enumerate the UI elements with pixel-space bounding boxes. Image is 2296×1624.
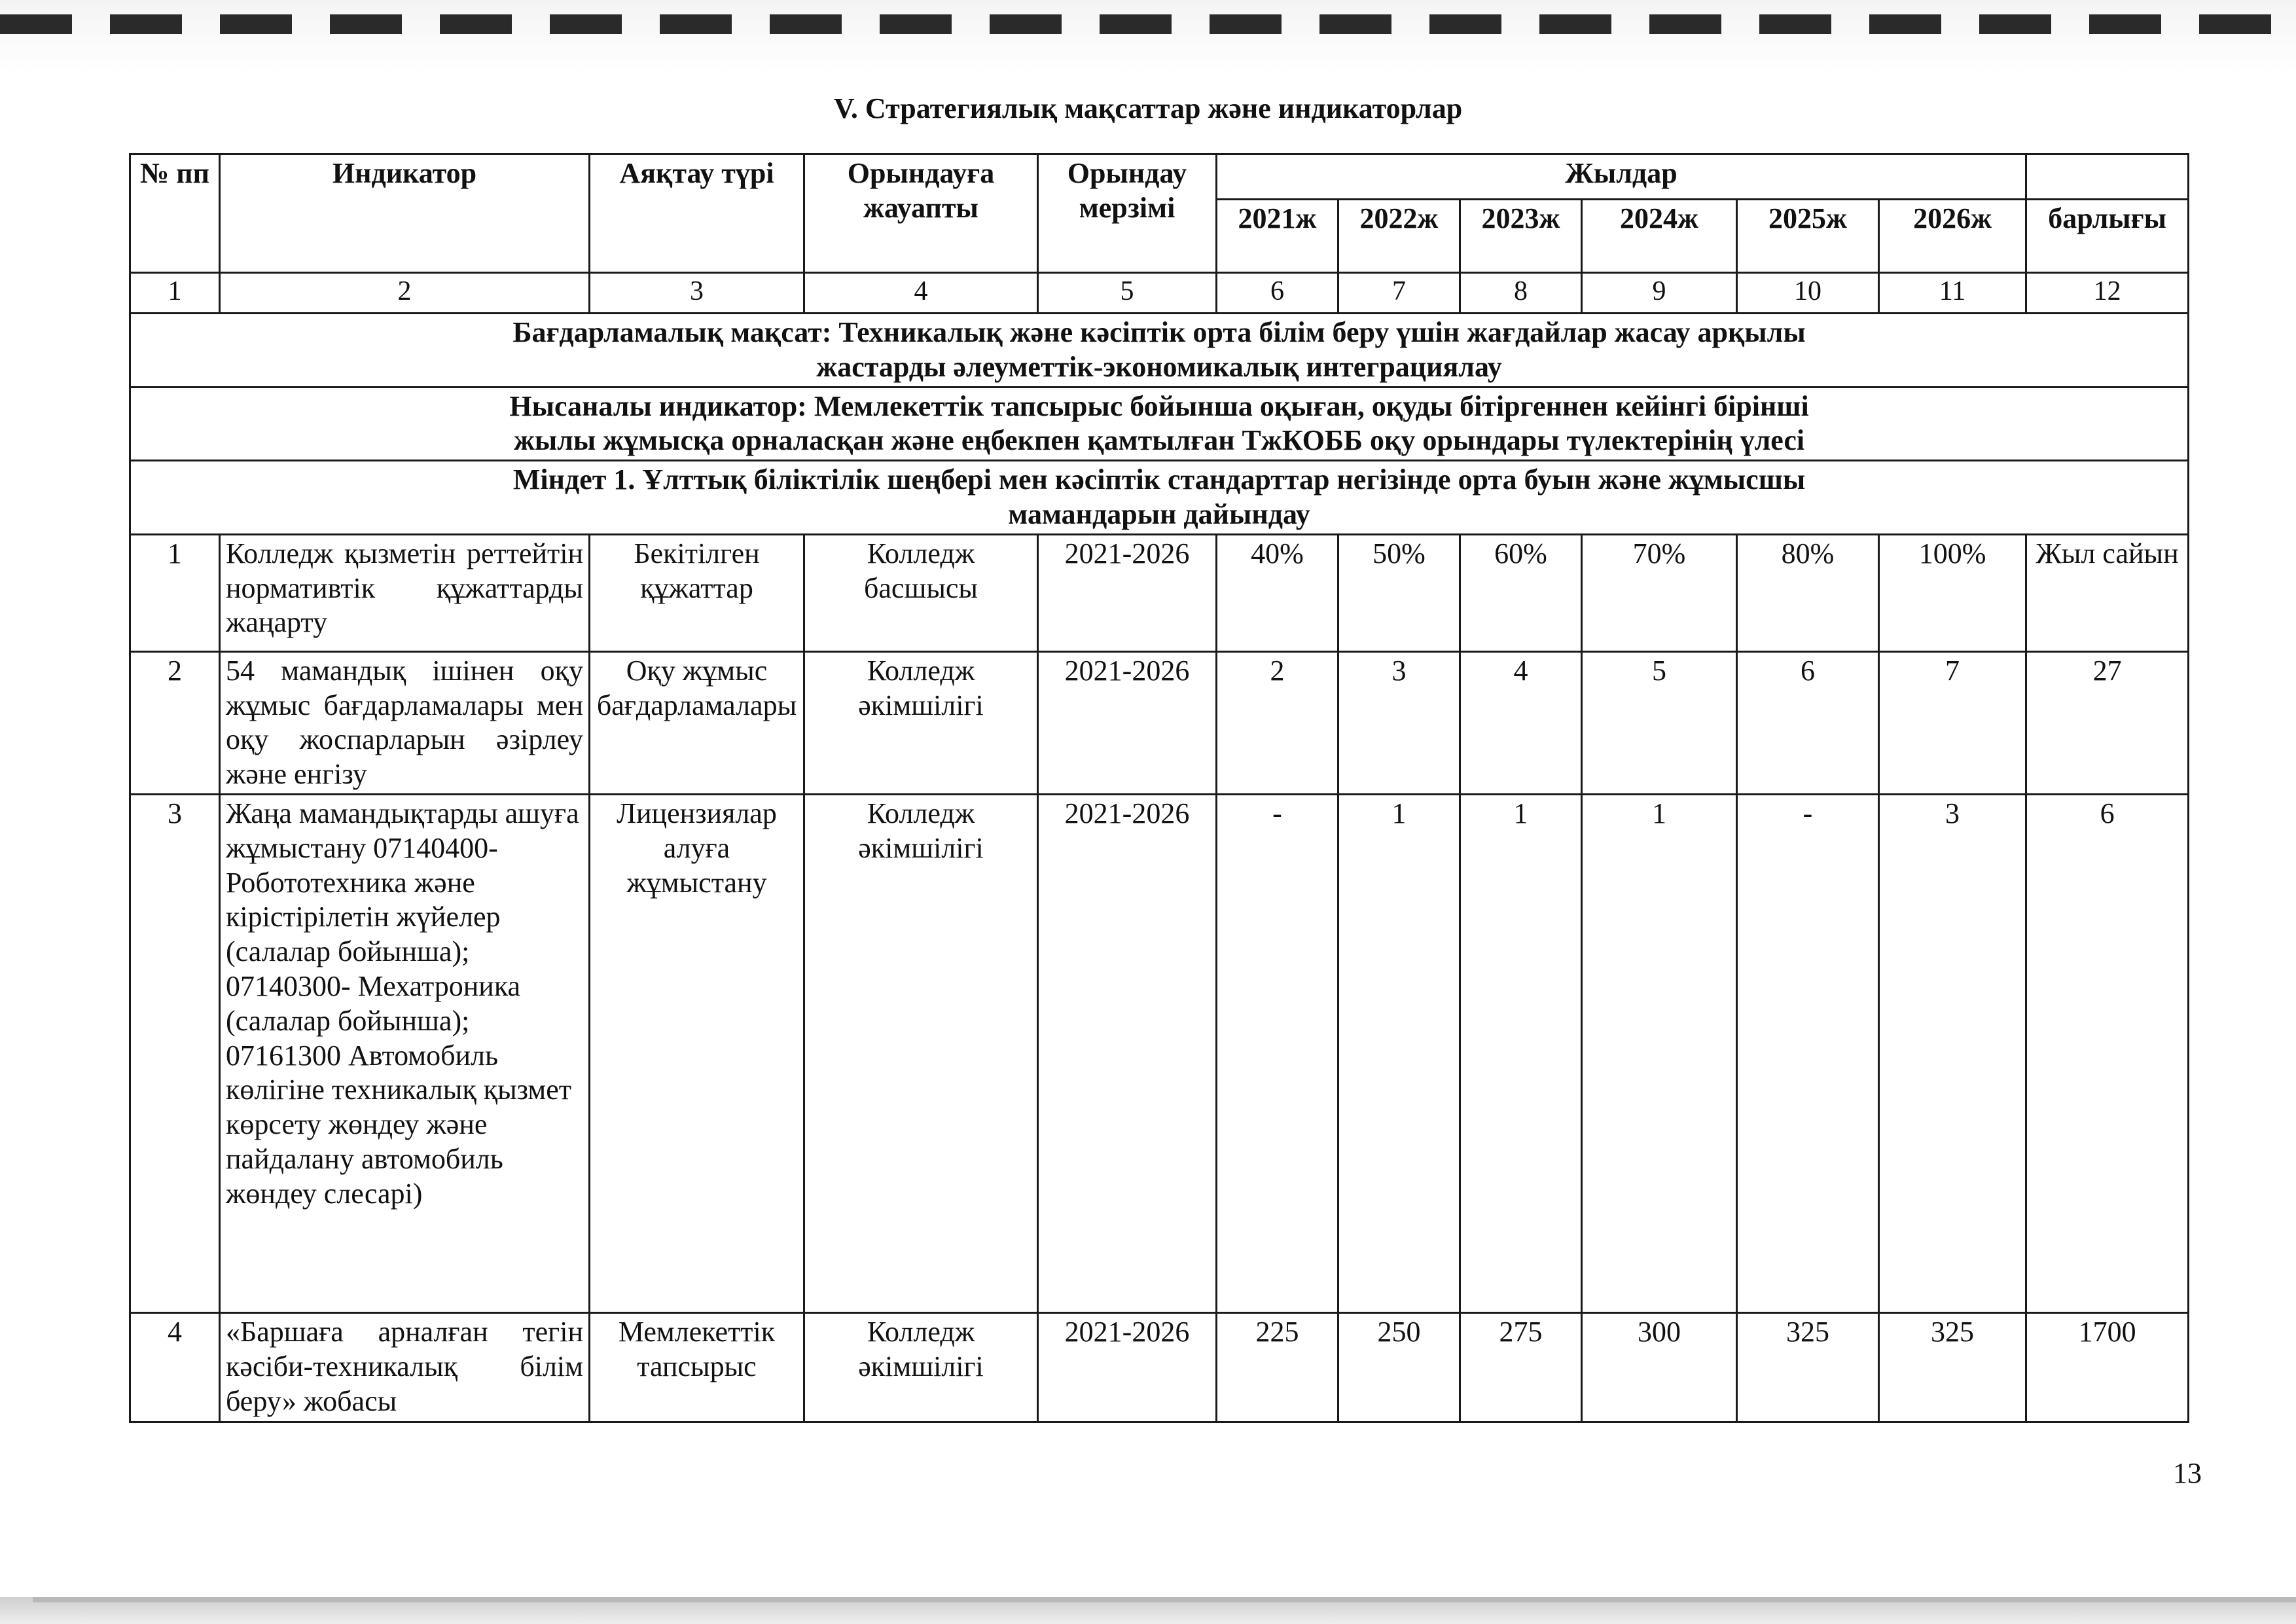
column-number: 11 [1879,273,2026,314]
row-indicator: Колледж қызметін реттейтін нормативтік құжаттарды жаңарту [220,534,590,651]
row-value-2023: 1 [1460,794,1582,1312]
header-year-2025: 2025ж [1737,200,1879,273]
row-value-2025: - [1737,794,1879,1312]
column-number: 10 [1737,273,1879,314]
table-row [130,534,2189,651]
row-deadline: 2021-2026 [1038,1312,1217,1422]
row-num: 3 [130,794,220,1312]
header-years-group: Жылдар [1217,154,2026,200]
header-num: № пп [130,154,220,273]
row-value-2025: 325 [1737,1312,1879,1422]
row-indicator: 54 мамандық ішінен оқу жұмыс бағдарламалары мен оқу жоспарларын әзірлеу және енгізу [220,651,590,794]
row-value-2026: 100% [1879,534,2026,651]
task1-line2: мамандарын дайындау [1008,497,1310,530]
target-indicator [130,387,2189,461]
row-value-2023: 4 [1460,651,1582,794]
header-completion-type: Аяқтау түрі [590,154,804,273]
program-goal-line2: жастарды әлеуметтік-экономикалық интеграциялау [816,350,1502,383]
row-num: 2 [130,651,220,794]
row-num: 4 [130,1312,220,1422]
program-goal-line1: Бағдарламалық мақсат: Техникалық және кәсіптік орта білім беру үшін жағдайлар жасау арқылы [512,316,1806,348]
row-value-2022: 3 [1338,651,1460,794]
row-value-2022: 50% [1338,534,1460,651]
task1-line1: Міндет 1. Ұлттық біліктілік шеңбері мен кәсіптік стандарттар негізінде орта буын және жұмысшы [512,463,1806,496]
row-responsible: Колледж әкімшілігі [804,794,1038,1312]
row-value-2023: 275 [1460,1312,1582,1422]
row-num: 1 [130,534,220,651]
row-completion-type: Мемлекеттік тапсырыс [590,1312,804,1422]
table-row [130,1312,2189,1422]
row-total: Жыл сайын [2026,534,2189,651]
row-responsible: Колледж әкімшілігі [804,651,1038,794]
row-value-2024: 300 [1582,1312,1737,1422]
program-goal [130,314,2189,388]
row-indicator: «Баршаға арналған тегін кәсіби-техникалық білім беру» жобасы [220,1312,590,1422]
header-year-2022: 2022ж [1338,200,1460,273]
row-value-2021: 2 [1217,651,1338,794]
row-value-2026: 3 [1879,794,2026,1312]
row-value-2024: 5 [1582,651,1737,794]
row-completion-type: Лицензиялар алуға жұмыстану [590,794,804,1312]
row-deadline: 2021-2026 [1038,534,1217,651]
row-total: 27 [2026,651,2189,794]
header-deadline: Орындау мерзімі [1038,154,1217,273]
task1-row [130,461,2189,535]
row-deadline: 2021-2026 [1038,794,1217,1312]
row-completion-type: Оқу жұмыс бағдарламалары [590,651,804,794]
scan-bottom-edge [0,1597,2296,1624]
column-number: 9 [1582,273,1737,314]
header-year-2021: 2021ж [1217,200,1338,273]
row-completion-type: Бекітілген құжаттар [590,534,804,651]
row-total: 1700 [2026,1312,2189,1422]
row-value-2021: - [1217,794,1338,1312]
header-year-2026: 2026ж [1879,200,2026,273]
header-year-2024: 2024ж [1582,200,1737,273]
row-indicator: Жаңа мамандықтарды ашуға жұмыстану 07140400- Робототехника және кірістірілетін жүйелер (салалар бойынша); 07140300- Мехатроника (салалар бойынша); 07161300 Автомобиль көлігіне техникалық қызмет көрсету жөндеу және пайдалану автомобиль жөндеу слесарі) [220,794,590,1312]
table-row [130,794,2189,1312]
header-indicator: Индикатор [220,154,590,273]
row-total: 6 [2026,794,2189,1312]
row-deadline: 2021-2026 [1038,651,1217,794]
row-responsible: Колледж басшысы [804,534,1038,651]
column-number: 5 [1038,273,1217,314]
column-number: 8 [1460,273,1582,314]
column-numbers-row [130,273,2189,314]
header-total: барлығы [2026,200,2189,273]
program-goal-row [130,314,2189,388]
column-number: 12 [2026,273,2189,314]
row-value-2021: 40% [1217,534,1338,651]
row-value-2025: 80% [1737,534,1879,651]
row-value-2022: 1 [1338,794,1460,1312]
task1 [130,461,2189,535]
column-number: 1 [130,273,220,314]
indicators-table [129,153,2189,1423]
header-responsible: Орындауға жауапты [804,154,1038,273]
row-value-2026: 325 [1879,1312,2026,1422]
page-title: V. Стратегиялық мақсаттар және индикаторлар [833,92,1463,124]
column-number: 2 [220,273,590,314]
row-value-2024: 1 [1582,794,1737,1312]
column-number: 6 [1217,273,1338,314]
row-value-2025: 6 [1737,651,1879,794]
row-value-2022: 250 [1338,1312,1460,1422]
row-responsible: Колледж әкімшілігі [804,1312,1038,1422]
table-row [130,651,2189,794]
spiral-binding [0,0,2296,72]
row-value-2024: 70% [1582,534,1737,651]
header-blank [2026,154,2189,200]
column-number: 3 [590,273,804,314]
target-indicator-row [130,387,2189,461]
row-value-2026: 7 [1879,651,2026,794]
header-year-2023: 2023ж [1460,200,1582,273]
page-number: 13 [2173,1457,2202,1489]
row-value-2023: 60% [1460,534,1582,651]
column-number: 4 [804,273,1038,314]
target-indicator-line2: жылы жұмысқа орналасқан және еңбекпен қамтылған ТжКОББ оқу орындары түлектерінің үлесі [513,424,1805,457]
column-number: 7 [1338,273,1460,314]
row-value-2021: 225 [1217,1312,1338,1422]
target-indicator-line1: Нысаналы индикатор: Мемлекеттік тапсырыс бойынша оқыған, оқуды бітіргеннен кейінгі бірінші [509,389,1809,422]
